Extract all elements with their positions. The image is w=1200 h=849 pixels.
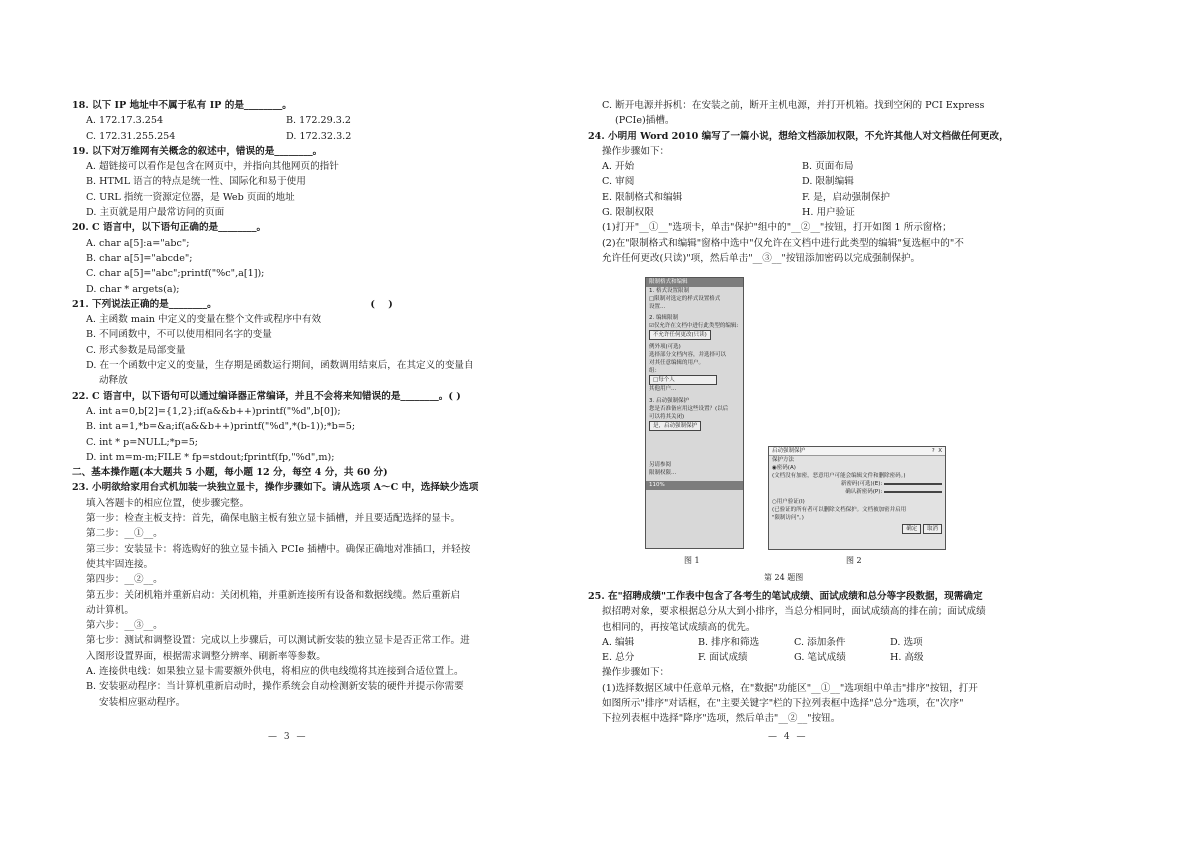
option-f: F. 面试成绩 bbox=[698, 652, 748, 664]
step-1: (1)选择数据区域中任意单元格，在"数据"功能区"__①__"选项组中单击"排序"按钮，打开 bbox=[602, 682, 978, 694]
step-7-cont: 入图形设置界面，根据需求调整分辨率、刷新率等参数。 bbox=[86, 650, 326, 662]
option-g: G. 限制权限 bbox=[602, 207, 654, 219]
option-b: B. 排序和筛选 bbox=[698, 636, 760, 648]
option-d: D. char * argets(a); bbox=[86, 283, 180, 295]
options-row bbox=[588, 174, 1093, 189]
option-g: G. 笔试成绩 bbox=[794, 652, 846, 664]
pane-text: 选择部分文档内容，并选择可以 bbox=[649, 352, 727, 358]
options-row bbox=[588, 650, 1093, 665]
question-18: 18. 以下 IP 地址中不属于私有 IP 的是________。 bbox=[72, 100, 292, 111]
step-1: (1)打开"__①__"选项卡，单击"保护"组中的"__②__"按钮，打开如图 1 所示窗格； bbox=[602, 222, 952, 234]
option-b: B. HTML 语言的特点是统一性、国际化和易于使用 bbox=[86, 176, 306, 188]
option-b: B. 172.29.3.2 bbox=[286, 115, 352, 127]
new-password-input[interactable] bbox=[884, 483, 942, 485]
step-2-cont: 允许任何更改(只读)"项，然后单击"__③__"按钮添加密码以完成强制保护。 bbox=[602, 252, 921, 264]
option-d-cont: 动释放 bbox=[99, 375, 128, 387]
dialog-text: "限制访问"。) bbox=[772, 515, 804, 521]
option-a: A. 连接供电线：如果独立显卡需要额外供电，将相应的供电线缆将其连接到合适位置上。 bbox=[86, 665, 464, 677]
pane-userlist[interactable] bbox=[646, 375, 743, 385]
pane-text: 您是否准备应用这些设置？(以后 bbox=[649, 406, 729, 412]
step-3-cont: 使其牢固连接。 bbox=[86, 558, 154, 570]
edit-type-select[interactable]: 不允许任何更改(只读) bbox=[649, 330, 711, 340]
password-radio[interactable]: ◉密码(A) bbox=[772, 465, 796, 471]
option-a: A. char a[5]:a="abc"; bbox=[86, 237, 190, 249]
pane-titlebar bbox=[646, 278, 743, 287]
step-1-cont: 如图所示"排序"对话框，在"主要关键字"栏的下拉列表框中选择"总分"选项，在"次序" bbox=[602, 698, 964, 710]
question-25-cont: 拟招聘对象，要求根据总分从大到小排序，当总分相同时，面试成绩高的排在前；面试成绩 bbox=[602, 606, 986, 618]
option-d: D. int m=m-m;FILE * fp=stdout;fprintf(fp,"%d",m); bbox=[86, 451, 335, 463]
option-c: C. 审阅 bbox=[602, 176, 635, 188]
step-4: 第四步：__②__。 bbox=[86, 574, 163, 586]
pane-text: 2. 编辑限制 bbox=[649, 315, 678, 321]
user-auth-radio[interactable]: ○用户验证(I) bbox=[772, 499, 805, 505]
option-c-cont: (PCIe)插槽。 bbox=[615, 115, 675, 127]
figure-1-restrict-editing-pane bbox=[645, 277, 744, 549]
dialog-title: 启动强制保护 bbox=[772, 448, 806, 454]
left-page bbox=[72, 98, 572, 710]
option-a: A. 主函数 main 中定义的变量在整个文件或程序中有效 bbox=[86, 314, 322, 326]
status-bar bbox=[646, 481, 743, 490]
pane-text: 对其任意编辑的用户。 bbox=[649, 360, 705, 366]
option-c: C. int * p=NULL;*p=5; bbox=[86, 436, 199, 448]
question-21: 21. 下列说法正确的是________。 ( ) bbox=[72, 298, 393, 310]
option-h: H. 用户验证 bbox=[802, 207, 855, 219]
step-7: 第七步：测试和调整设置：完成以上步骤后，可以测试新安装的独立显卡是否正常工作。进 bbox=[86, 635, 470, 647]
page-number-right: — 4 — bbox=[768, 732, 808, 742]
dialog-titlebar bbox=[769, 447, 945, 456]
option-h: H. 高级 bbox=[890, 652, 924, 664]
pane-text: 另请参阅 bbox=[649, 462, 672, 468]
step-3: 第三步：安装显卡：将选购好的独立显卡插入 PCIe 插槽中。确保正确地对准插口，并轻按 bbox=[86, 543, 471, 555]
pane-text: 例外项(可选) bbox=[649, 344, 681, 350]
options-row bbox=[588, 205, 1093, 220]
question-23-cont: 填入答题卡的相应位置，使步骤完整。 bbox=[86, 497, 250, 509]
pane-text: 3. 启动强制保护 bbox=[649, 398, 689, 404]
question-25: 25. 在"招聘成绩"工作表中包含了各考生的笔试成绩、面试成绩和总分等字段数据，现需确定 bbox=[588, 591, 983, 602]
cancel-button[interactable]: 取消 bbox=[923, 524, 942, 534]
option-a: A. 编辑 bbox=[602, 636, 635, 648]
option-a: A. int a=0,b[2]={1,2};if(a&&b++)printf("%d",b[0]); bbox=[86, 405, 341, 417]
option-f: F. 是，启动强制保护 bbox=[802, 191, 891, 203]
figure-1-label: 图 1 bbox=[684, 556, 700, 565]
option-d: D. 主页就是用户最常访问的页面 bbox=[86, 207, 225, 219]
page-number-left: — 3 — bbox=[268, 732, 308, 742]
question-19: 19. 以下对万维网有关概念的叙述中，错误的是________。 bbox=[72, 145, 323, 157]
zoom-level: 110% bbox=[649, 482, 665, 488]
right-page bbox=[588, 98, 1093, 266]
option-a: A. 开始 bbox=[602, 161, 635, 173]
option-d: D. 限制编辑 bbox=[802, 176, 854, 188]
step-5: 第五步：关闭机箱并重新启动：关闭机箱，并重新连接所有设备和数据线缆。然后重新启 bbox=[86, 589, 461, 601]
everyone-checkbox[interactable]: □每个人 bbox=[649, 375, 717, 385]
option-b: B. char a[5]="abcde"; bbox=[86, 252, 193, 264]
option-b: B. 不同函数中，不可以使用相同名字的变量 bbox=[86, 329, 272, 341]
pane-text: 组： bbox=[649, 368, 661, 374]
dialog-text: (文档没有加密，恶意用户可能会编辑文件和删除密码。) bbox=[772, 473, 906, 479]
option-b-cont: 安装相应驱动程序。 bbox=[99, 696, 186, 708]
step-1: 第一步：检查主板支持：首先，确保电脑主板有独立显卡插槽，并且要适配选择的显卡。 bbox=[86, 513, 461, 525]
figure-caption: 第 24 题图 bbox=[764, 573, 804, 582]
more-users-link[interactable]: 其他用户... bbox=[649, 386, 677, 392]
options-row bbox=[588, 190, 1093, 205]
question-24-cont: 操作步骤如下： bbox=[602, 145, 670, 157]
dialog-text: 保护方法 bbox=[772, 457, 795, 463]
step-1-cont: 下拉列表框中选择"降序"选项，然后单击"__②__"按钮。 bbox=[602, 713, 841, 725]
step-2: (2)在"限制格式和编辑"窗格中选中"仅允许在文档中进行此类型的编辑"复选框中的"不 bbox=[602, 237, 964, 249]
ok-button[interactable]: 确定 bbox=[902, 524, 921, 534]
option-b: B. 安装驱动程序：当计算机重新启动时，操作系统会自动检测新安装的硬件并提示你需要 bbox=[86, 681, 464, 693]
option-d: D. 在一个函数中定义的变量，生存期是函数运行期间，函数调用结束后，在其定义的变量自 bbox=[86, 360, 474, 372]
option-a: A. 172.17.3.254 bbox=[86, 115, 164, 127]
options-row bbox=[588, 159, 1093, 174]
question-24: 24. 小明用 Word 2010 编写了一篇小说，想给文档添加权限，不允许其他人对文档做任何更改， bbox=[588, 130, 1009, 142]
pane-text: 设置... bbox=[649, 304, 666, 310]
close-icon[interactable]: X bbox=[938, 448, 942, 454]
options-row bbox=[72, 129, 572, 144]
new-password-label: 新密码(可选)(E): bbox=[840, 481, 883, 487]
option-c: C. 添加条件 bbox=[794, 636, 846, 648]
pane-text: □限制对选定的样式设置格式 bbox=[649, 296, 721, 302]
option-c: C. URL 指统一资源定位器，是 Web 页面的地址 bbox=[86, 191, 295, 203]
option-e: E. 限制格式和编辑 bbox=[602, 191, 683, 203]
option-e: E. 总分 bbox=[602, 652, 635, 664]
pane-text: 1. 格式设置限制 bbox=[649, 288, 689, 294]
restrict-permission-link[interactable]: 限制权限... bbox=[649, 470, 677, 476]
step-6: 第六步：__③__。 bbox=[86, 620, 163, 632]
options-row bbox=[72, 113, 572, 128]
option-c: C. 形式参数是局部变量 bbox=[86, 344, 186, 356]
option-b: B. int a=1,*b=&a;if(a&&b++)printf("%d",*(b-1));*b=5; bbox=[86, 421, 356, 433]
step-5-cont: 动计算机。 bbox=[86, 604, 134, 616]
dialog-text: (已验证的所有者可以删除文档保护。文档被加密并启用 bbox=[772, 507, 907, 513]
options-row bbox=[588, 635, 1093, 650]
pane-dropdown[interactable] bbox=[646, 330, 743, 340]
option-d: D. 选项 bbox=[890, 636, 923, 648]
option-d: D. 172.32.3.2 bbox=[286, 130, 352, 142]
confirm-password-input[interactable] bbox=[884, 491, 942, 493]
pane-title: 限制格式和编辑 bbox=[649, 279, 688, 285]
steps-heading: 操作步骤如下： bbox=[602, 667, 670, 679]
confirm-password-label: 确认新密码(P): bbox=[845, 489, 883, 495]
option-c: C. 断开电源并拆机：在安装之前，断开主机电源，并打开机箱。找到空闲的 PCI Express bbox=[602, 100, 985, 111]
start-enforcing-button[interactable]: 是，启动强制保护 bbox=[649, 421, 701, 431]
help-icon[interactable]: ? bbox=[931, 448, 935, 454]
figure-2-label: 图 2 bbox=[846, 556, 862, 565]
option-b: B. 页面布局 bbox=[802, 161, 854, 173]
question-20: 20. C 语言中，以下语句正确的是________。 bbox=[72, 222, 267, 234]
section-heading: 二、基本操作题(本大题共 5 小题，每小题 12 分，每空 4 分，共 60 分) bbox=[72, 467, 388, 479]
question-25-cont: 也相同的，再按笔试成绩高的优先。 bbox=[602, 621, 756, 633]
right-page-bottom bbox=[588, 589, 1093, 727]
pane-text: 可以将其关闭) bbox=[649, 414, 685, 420]
question-23: 23. 小明欲给家用台式机加装一块独立显卡，操作步骤如下。请从选项 A～C 中，选择缺少选项 bbox=[72, 482, 479, 494]
step-2: 第二步：__①__。 bbox=[86, 528, 163, 540]
option-c: C. char a[5]="abc";printf("%c",a[1]); bbox=[86, 268, 265, 280]
pane-checkbox[interactable]: ☑仅允许在文档中进行此类型的编辑: bbox=[649, 323, 739, 329]
question-22: 22. C 语言中，以下语句可以通过编译器正常编译，并且不会将来知错误的是________。( ) bbox=[72, 390, 461, 402]
option-c: C. 172.31.255.254 bbox=[86, 130, 176, 142]
option-a: A. 超链接可以看作是包含在网页中，并指向其他网页的指针 bbox=[86, 161, 339, 173]
figure-2-protection-dialog bbox=[768, 446, 946, 550]
